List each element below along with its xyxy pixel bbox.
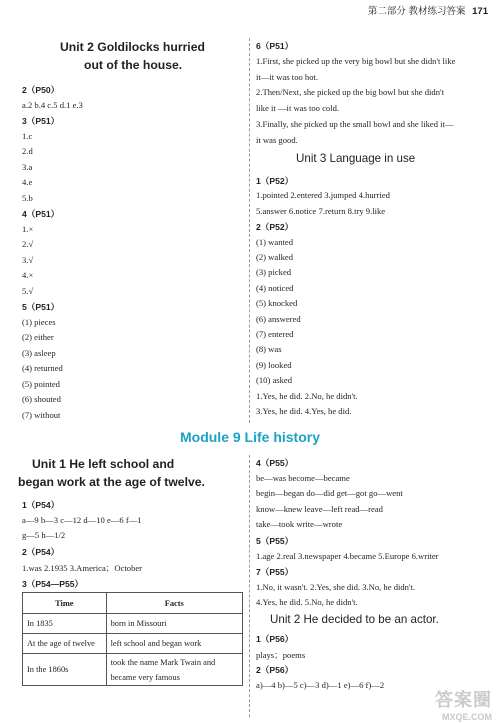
column-divider-top	[249, 38, 250, 423]
answer-line: 4.e	[22, 177, 33, 187]
answer-line: 4（P51）	[22, 209, 60, 219]
table-row	[23, 654, 243, 686]
unit3-title: Unit 3 Language in use	[296, 152, 416, 165]
table-cell: In 1835	[23, 614, 107, 634]
answer-line: a.2 b.4 c.5 d.1 e.3	[22, 99, 83, 110]
answer-line: 3.Yes, he did. 4.Yes, he did.	[256, 406, 352, 416]
answer-line: 1.Yes, he did. 2.No, he didn't.	[256, 390, 358, 401]
module-9-title: Module 9 Life history	[179, 429, 320, 445]
unit2-title-line2: out of the house.	[84, 58, 183, 72]
answer-line: 1.was 2.1935 3.America；October	[22, 562, 143, 573]
unit1-title-line1: Unit 1 He left school and	[32, 457, 175, 471]
answer-line: 1.c	[22, 130, 33, 141]
answer-line: 3（P54—P55）	[22, 578, 84, 589]
answer-line: 5.√	[22, 285, 34, 296]
table-header-time: Time	[23, 593, 107, 614]
answer-line: 1.×	[22, 223, 34, 234]
page-number: 171	[472, 6, 488, 17]
answer-line: 4.×	[22, 270, 34, 280]
answer-line: 1（P52）	[256, 176, 294, 186]
answer-line: plays；poems	[256, 649, 306, 660]
answer-line: (7) entered	[256, 329, 294, 339]
answer-line: 2（P54）	[22, 547, 60, 558]
header-section: 第二部分	[367, 6, 406, 17]
unit2-actor-title: Unit 2 He decided to be an actor.	[270, 613, 439, 626]
answer-line: 2（P50）	[22, 85, 60, 95]
answer-line: 2.Then/Next, she picked up the big bowl but she didn't	[256, 87, 444, 98]
mark-twain-table	[22, 592, 243, 686]
answer-line: it—it was too hot.	[256, 71, 319, 82]
answer-line: 4（P55）	[256, 458, 294, 468]
answer-line: (1) pieces	[22, 316, 56, 327]
watermark-sub: MXQE.COM	[441, 712, 492, 722]
table-row	[23, 634, 243, 654]
answer-line: 4.Yes, he did. 5.No, he didn't.	[256, 597, 358, 608]
answer-line: (7) without	[22, 409, 61, 420]
answer-line: like it —it was too cold.	[256, 103, 340, 114]
answer-line: 1.age 2.real 3.newspaper 4.became 5.Europe 6.writer	[256, 550, 439, 561]
answer-line: 5（P55）	[256, 536, 294, 546]
answer-line: 1（P56）	[256, 634, 294, 644]
answer-line: be—was become—became	[256, 472, 350, 483]
answer-line: (2) walked	[256, 252, 293, 262]
unit2-title-line1: Unit 2 Goldilocks hurried	[60, 40, 205, 54]
answer-line: (3) picked	[256, 267, 292, 278]
answer-line: (3) asleep	[22, 347, 56, 358]
exercise-6-head: 6（P51）	[256, 41, 294, 51]
table-cell: took the name Mark Twain and became very famous	[106, 654, 242, 686]
answer-line: (8) was	[256, 344, 282, 355]
answer-line: (4) noticed	[256, 282, 294, 293]
watermark-logo	[435, 686, 492, 722]
watermark-main: 答案圈	[435, 690, 492, 710]
answer-line: 3.√	[22, 254, 34, 265]
answer-line: (10) asked	[256, 375, 293, 386]
answer-line: 2（P56）	[256, 665, 294, 676]
answer-line: a)—4 b)—5 c)—3 d)—1 e)—6 f)—2	[256, 679, 385, 690]
table-row	[23, 614, 243, 634]
answer-line: (6) answered	[256, 313, 301, 324]
answer-line: (9) looked	[256, 359, 292, 370]
answer-line: 2.d	[22, 146, 33, 156]
answer-line: 2.√	[22, 239, 34, 249]
answer-line: 1.No, it wasn't. 2.Yes, she did. 3.No, he didn't.	[256, 581, 416, 592]
page-header	[368, 3, 488, 17]
table-cell: left school and began work	[106, 634, 242, 654]
answer-line: a—9 b—3 c—12 d—10 e—6 f—1	[22, 514, 142, 525]
answer-line: 1（P54）	[22, 500, 60, 510]
answer-line: know—knew leave—left read—read	[256, 503, 383, 514]
answer-line: g—5 h—1/2	[22, 530, 66, 541]
unit1-title-line2: began work at the age of twelve.	[18, 475, 205, 489]
answer-line: 5.answer 6.notice 7.return 8.try 9.like	[256, 205, 386, 216]
answer-line: 3（P51）	[22, 116, 60, 126]
column-divider-bottom	[249, 455, 250, 717]
answer-line: 3.a	[22, 161, 33, 172]
answer-line: 3.Finally, she picked up the small bowl and she liked it—	[256, 118, 454, 129]
answer-line: 5.b	[22, 192, 33, 203]
answer-line: (5) pointed	[22, 378, 60, 389]
table-header-facts: Facts	[106, 593, 242, 614]
answer-line: 7（P55）	[256, 567, 294, 578]
answer-line: (5) knocked	[256, 298, 298, 309]
answer-line: take—took write—wrote	[256, 519, 343, 530]
table-cell: born in Missouri	[106, 614, 242, 634]
table-cell: At the age of twelve	[23, 634, 107, 654]
answer-line: (6) shouted	[22, 394, 61, 404]
answer-line: 2（P52）	[256, 222, 294, 233]
answer-line: (2) either	[22, 332, 54, 342]
table-cell: In the 1860s	[23, 654, 107, 686]
answer-line: (4) returned	[22, 363, 63, 373]
answer-line: 1.pointed 2.entered 3.jumped 4.hurried	[256, 190, 390, 201]
answer-line: it was good.	[256, 134, 298, 145]
answer-line: 5（P51）	[22, 302, 60, 312]
answer-line: 1.First, she picked up the very big bowl but she didn't like	[256, 56, 456, 66]
answer-line: (1) wanted	[256, 236, 293, 247]
answer-line: begin—began do—did get—got go—went	[256, 488, 403, 499]
header-book: 教材练习答案	[408, 6, 466, 17]
